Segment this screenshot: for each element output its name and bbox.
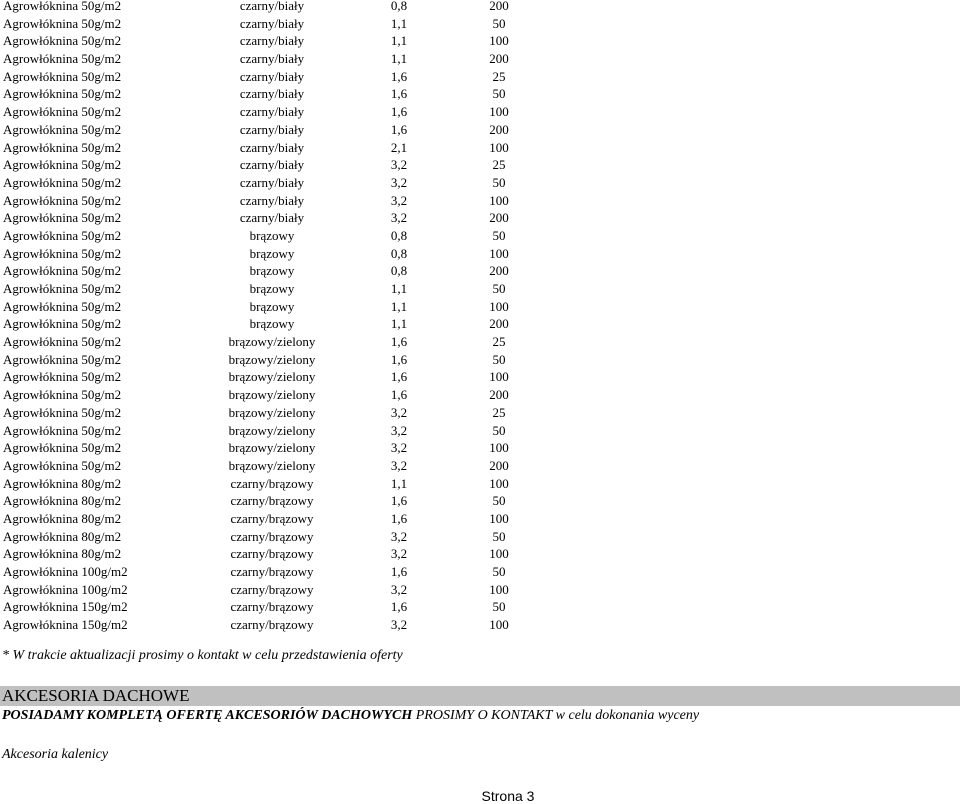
update-note: * W trakcie aktualizacji prosimy o kontakt w celu przedstawienia oferty: [2, 648, 403, 663]
product-width: 3,2: [390, 157, 408, 173]
product-color: brązowy: [249, 281, 295, 296]
product-length: 100: [489, 475, 509, 491]
product-name: Agrowłóknina 100g/m2: [3, 581, 128, 597]
product-name: Agrowłóknina 50g/m2: [3, 440, 122, 456]
product-width: 0,8: [390, 245, 408, 261]
product-color: brązowy/zielony: [228, 404, 316, 420]
table-row: [0, 368, 960, 386]
product-length: 200: [489, 210, 509, 226]
table-row: [0, 404, 960, 422]
product-width: 1,6: [390, 369, 408, 385]
product-name: Agrowłóknina 50g/m2: [3, 121, 122, 137]
product-name: Agrowłóknina 50g/m2: [3, 387, 122, 403]
product-color: czarny/brązowy: [230, 528, 314, 544]
product-color: czarny/biały: [239, 68, 305, 84]
product-name: Agrowłóknina 80g/m2: [3, 546, 122, 562]
product-width: 1,6: [390, 104, 408, 120]
product-width: 3,2: [390, 440, 408, 456]
product-color: czarny/brązowy: [230, 546, 314, 562]
product-length: 25: [492, 404, 506, 420]
product-width: 0,8: [390, 0, 408, 13]
product-name: Agrowłóknina 50g/m2: [3, 157, 122, 173]
product-length: 50: [492, 422, 506, 438]
product-length: 200: [489, 263, 509, 279]
product-name: Agrowłóknina 50g/m2: [3, 351, 122, 367]
product-width: 3,2: [390, 404, 408, 420]
product-color: brązowy/zielony: [228, 387, 316, 403]
product-name: Agrowłóknina 50g/m2: [3, 316, 122, 332]
offer-bold: POSIADAMY KOMPLETĄ OFERTĘ AKCESORIÓW DACHOWYCH: [2, 708, 413, 723]
product-color: czarny/biały: [239, 210, 305, 226]
product-color: czarny/biały: [239, 86, 305, 102]
product-name: Agrowłóknina 50g/m2: [3, 334, 122, 350]
product-width: 2,1: [390, 139, 408, 155]
product-color: czarny/brązowy: [230, 564, 314, 579]
product-color: czarny/brązowy: [230, 617, 314, 633]
product-width: 3,2: [390, 457, 408, 473]
product-width: 1,1: [390, 316, 408, 332]
product-width: 3,2: [390, 546, 408, 562]
table-row: [0, 422, 960, 440]
table-row: [0, 510, 960, 528]
product-name: Agrowłóknina 150g/m2: [3, 599, 128, 615]
table-row: [0, 103, 960, 121]
product-name: Agrowłóknina 50g/m2: [3, 174, 122, 190]
table-row: [0, 616, 960, 634]
product-name: Agrowłóknina 80g/m2: [3, 493, 122, 509]
product-length: 50: [492, 528, 506, 544]
table-row: [0, 0, 960, 15]
product-width: 1,1: [390, 51, 408, 67]
product-color: czarny/biały: [239, 192, 305, 208]
product-name: Agrowłóknina 50g/m2: [3, 104, 122, 120]
product-color: czarny/biały: [239, 139, 305, 155]
product-length: 50: [492, 564, 506, 579]
product-length: 50: [492, 15, 506, 31]
table-row: [0, 563, 960, 581]
product-length: 100: [489, 510, 509, 526]
product-width: 1,6: [390, 68, 408, 84]
product-width: 1,6: [390, 510, 408, 526]
product-width: 1,6: [390, 599, 408, 615]
offer-rest: PROSIMY O KONTAKT w celu dokonania wyceny: [412, 708, 700, 723]
product-length: 200: [489, 121, 509, 137]
table-row: [0, 227, 960, 245]
product-name: Agrowłóknina 50g/m2: [3, 33, 122, 49]
product-name: Agrowłóknina 50g/m2: [3, 0, 122, 13]
table-row: [0, 209, 960, 227]
product-name: Agrowłóknina 80g/m2: [3, 510, 122, 526]
table-row: [0, 598, 960, 616]
product-color: brązowy/zielony: [228, 351, 316, 367]
product-length: 200: [489, 51, 509, 67]
product-width: 1,6: [390, 351, 408, 367]
product-length: 50: [492, 351, 506, 367]
product-color: czarny/biały: [239, 104, 305, 120]
product-width: 1,1: [390, 33, 408, 49]
product-name: Agrowłóknina 50g/m2: [3, 457, 122, 473]
product-name: Agrowłóknina 80g/m2: [3, 475, 122, 491]
product-name: Agrowłóknina 50g/m2: [3, 369, 122, 385]
product-name: Agrowłóknina 50g/m2: [3, 139, 122, 155]
product-length: 200: [489, 457, 509, 473]
product-length: 50: [492, 86, 506, 102]
product-color: czarny/biały: [239, 15, 305, 31]
product-width: 3,2: [390, 192, 408, 208]
product-color: brązowy/zielony: [228, 440, 316, 456]
product-length: 100: [489, 617, 509, 633]
section-title: AKCESORIA DACHOWE: [2, 686, 190, 705]
product-width: 1,6: [390, 86, 408, 102]
page-number: Strona 3: [481, 788, 535, 804]
product-color: czarny/biały: [239, 51, 305, 67]
product-color: brązowy/zielony: [228, 422, 316, 438]
product-name: Agrowłóknina 50g/m2: [3, 298, 122, 314]
subheading: Akcesoria kalenicy: [2, 747, 109, 762]
product-color: brązowy: [249, 227, 295, 243]
product-name: Agrowłóknina 150g/m2: [3, 617, 128, 633]
table-row: [0, 315, 960, 333]
table-row: [0, 245, 960, 263]
table-row: [0, 457, 960, 475]
product-length: 50: [492, 227, 506, 243]
product-color: czarny/brązowy: [230, 581, 314, 597]
product-width: 1,6: [390, 493, 408, 509]
product-width: 1,1: [390, 475, 408, 491]
product-name: Agrowłóknina 50g/m2: [3, 422, 122, 438]
table-row: [0, 50, 960, 68]
product-length: 100: [489, 440, 509, 456]
product-color: brązowy: [249, 316, 295, 332]
table-row: [0, 262, 960, 280]
table-row: [0, 174, 960, 192]
table-row: [0, 139, 960, 157]
product-color: czarny/brązowy: [230, 510, 314, 526]
product-name: Agrowłóknina 100g/m2: [3, 564, 128, 579]
table-row: [0, 545, 960, 563]
table-row: [0, 528, 960, 546]
table-row: [0, 475, 960, 493]
product-color: czarny/biały: [239, 174, 305, 190]
product-name: Agrowłóknina 50g/m2: [3, 15, 122, 31]
table-row: [0, 85, 960, 103]
product-color: czarny/biały: [239, 121, 305, 137]
offer-text: [2, 708, 699, 724]
product-width: 3,2: [390, 174, 408, 190]
product-width: 3,2: [390, 210, 408, 226]
product-length: 50: [492, 493, 506, 509]
product-length: 100: [489, 581, 509, 597]
product-name: Agrowłóknina 50g/m2: [3, 192, 122, 208]
table-row: [0, 333, 960, 351]
product-name: Agrowłóknina 50g/m2: [3, 281, 122, 296]
product-color: brązowy: [249, 245, 295, 261]
product-color: czarny/biały: [239, 157, 305, 173]
table-row: [0, 32, 960, 50]
product-name: Agrowłóknina 50g/m2: [3, 68, 122, 84]
product-length: 25: [492, 68, 506, 84]
product-width: 3,2: [390, 617, 408, 633]
product-color: czarny/biały: [239, 33, 305, 49]
table-row: [0, 192, 960, 210]
table-row: [0, 439, 960, 457]
product-name: Agrowłóknina 50g/m2: [3, 404, 122, 420]
product-width: 1,6: [390, 121, 408, 137]
product-color: czarny/brązowy: [230, 493, 314, 509]
product-length: 100: [489, 245, 509, 261]
product-width: 0,8: [390, 227, 408, 243]
product-width: 1,6: [390, 564, 408, 579]
product-name: Agrowłóknina 50g/m2: [3, 263, 122, 279]
product-name: Agrowłóknina 50g/m2: [3, 86, 122, 102]
product-width: 0,8: [390, 263, 408, 279]
product-width: 3,2: [390, 528, 408, 544]
product-length: 200: [489, 387, 509, 403]
table-row: [0, 351, 960, 369]
product-length: 100: [489, 298, 509, 314]
product-name: Agrowłóknina 50g/m2: [3, 210, 122, 226]
product-length: 50: [492, 174, 506, 190]
product-color: czarny/brązowy: [230, 475, 314, 491]
product-length: 100: [489, 33, 509, 49]
product-name: Agrowłóknina 80g/m2: [3, 528, 122, 544]
table-row: [0, 298, 960, 316]
product-color: brązowy: [249, 263, 295, 279]
table-row: [0, 121, 960, 139]
table-row: [0, 280, 960, 298]
product-length: 100: [489, 139, 509, 155]
product-color: czarny/brązowy: [230, 599, 314, 615]
product-length: 50: [492, 281, 506, 296]
product-name: Agrowłóknina 50g/m2: [3, 227, 122, 243]
product-name: Agrowłóknina 50g/m2: [3, 245, 122, 261]
product-width: 3,2: [390, 422, 408, 438]
table-row: [0, 386, 960, 404]
product-length: 100: [489, 369, 509, 385]
table-row: [0, 156, 960, 174]
product-width: 1,1: [390, 298, 408, 314]
product-width: 3,2: [390, 581, 408, 597]
table-row: [0, 581, 960, 599]
table-row: [0, 15, 960, 33]
product-length: 100: [489, 104, 509, 120]
table-row: [0, 68, 960, 86]
product-width: 1,1: [390, 15, 408, 31]
product-color: brązowy/zielony: [228, 334, 316, 350]
product-length: 25: [492, 334, 506, 350]
product-color: brązowy/zielony: [228, 369, 316, 385]
product-length: 200: [489, 0, 509, 13]
table-row: [0, 492, 960, 510]
product-width: 1,6: [390, 387, 408, 403]
product-length: 25: [492, 157, 506, 173]
product-width: 1,1: [390, 281, 408, 296]
product-length: 100: [489, 192, 509, 208]
product-length: 200: [489, 316, 509, 332]
product-width: 1,6: [390, 334, 408, 350]
product-color: brązowy/zielony: [228, 457, 316, 473]
product-length: 50: [492, 599, 506, 615]
product-color: czarny/biały: [239, 0, 305, 13]
product-length: 100: [489, 546, 509, 562]
product-color: brązowy: [249, 298, 295, 314]
product-name: Agrowłóknina 50g/m2: [3, 51, 122, 67]
